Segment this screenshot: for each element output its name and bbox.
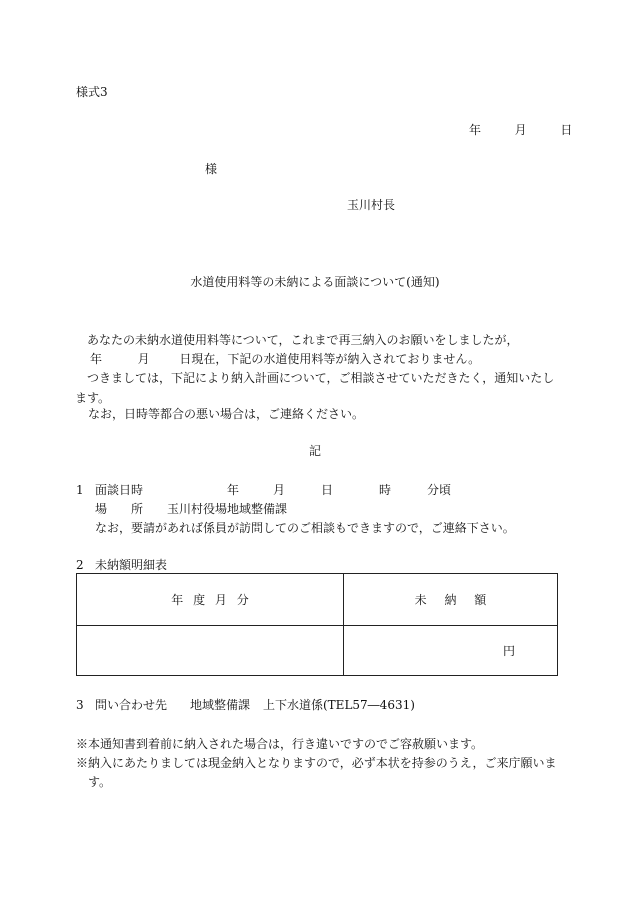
body-line-3: つきましては，下記により納入計画について，ご相談させていただきたく，通知いたします。	[75, 371, 555, 405]
item1-day: 日	[321, 483, 334, 497]
item3-number: 3	[76, 698, 84, 712]
item2-label: 未納額明細表	[95, 558, 168, 572]
item3-section: 上下水道係(TEL57―4631)	[263, 698, 415, 712]
amount-cell	[344, 626, 558, 676]
item1-year: 年	[227, 483, 240, 497]
column-header-period: 年 度 月 分	[77, 574, 344, 626]
column-header-amount: 未 納 額	[344, 574, 558, 626]
ki-heading: 記	[308, 444, 321, 458]
body-date-year: 年	[90, 352, 103, 366]
date-day: 日	[560, 123, 573, 137]
item1-place-label-1: 場	[95, 502, 108, 516]
body-line-4: なお，日時等都合の悪い場合は，ご連絡ください。	[88, 407, 365, 421]
table-row	[77, 626, 558, 676]
item1-place-label-2: 所	[131, 502, 144, 516]
period-cell	[77, 626, 344, 676]
sender-name: 玉川村長	[347, 198, 396, 212]
note-1: ※本通知書到着前に納入された場合は，行き違いですのでご容赦願います。	[76, 737, 484, 751]
item3-label: 問い合わせ先	[95, 698, 168, 712]
item2-number: 2	[76, 558, 84, 572]
date-month: 月	[514, 123, 527, 137]
item1-month: 月	[273, 483, 286, 497]
item3-department: 地域整備課	[190, 698, 251, 712]
body-line-2	[90, 351, 480, 367]
body-line-1: あなたの未納水道使用料等について，これまで再三納入のお願いをしましたが，	[87, 333, 519, 347]
item1-minute: 分頃	[427, 483, 452, 497]
date-year: 年	[469, 123, 482, 137]
unpaid-amount-table	[76, 573, 558, 676]
amount-unit: 円	[502, 644, 515, 658]
body-date-month: 月	[137, 352, 150, 366]
note-2: ※納入にあたりましては現金納入となりますので，必ず本状を持参のうえ，ご来庁願います。	[76, 756, 557, 789]
addressee-suffix: 様	[205, 162, 218, 176]
item1-hour: 時	[379, 483, 392, 497]
body-date-text: 日現在，下記の水道使用料等が納入されておりません。	[179, 352, 481, 366]
item1-place-value: 玉川村役場地域整備課	[167, 502, 288, 516]
form-number: 様式3	[76, 85, 108, 99]
issue-date	[469, 122, 572, 138]
document-title: 水道使用料等の未納による面談について(通知)	[190, 275, 440, 289]
item1-note: なお，要請があれば係員が訪問してのご相談もできますので，ご連絡下さい。	[95, 521, 515, 535]
item1-label: 面談日時	[95, 483, 144, 497]
table-header-row	[77, 574, 558, 626]
item1-number: 1	[76, 483, 84, 497]
